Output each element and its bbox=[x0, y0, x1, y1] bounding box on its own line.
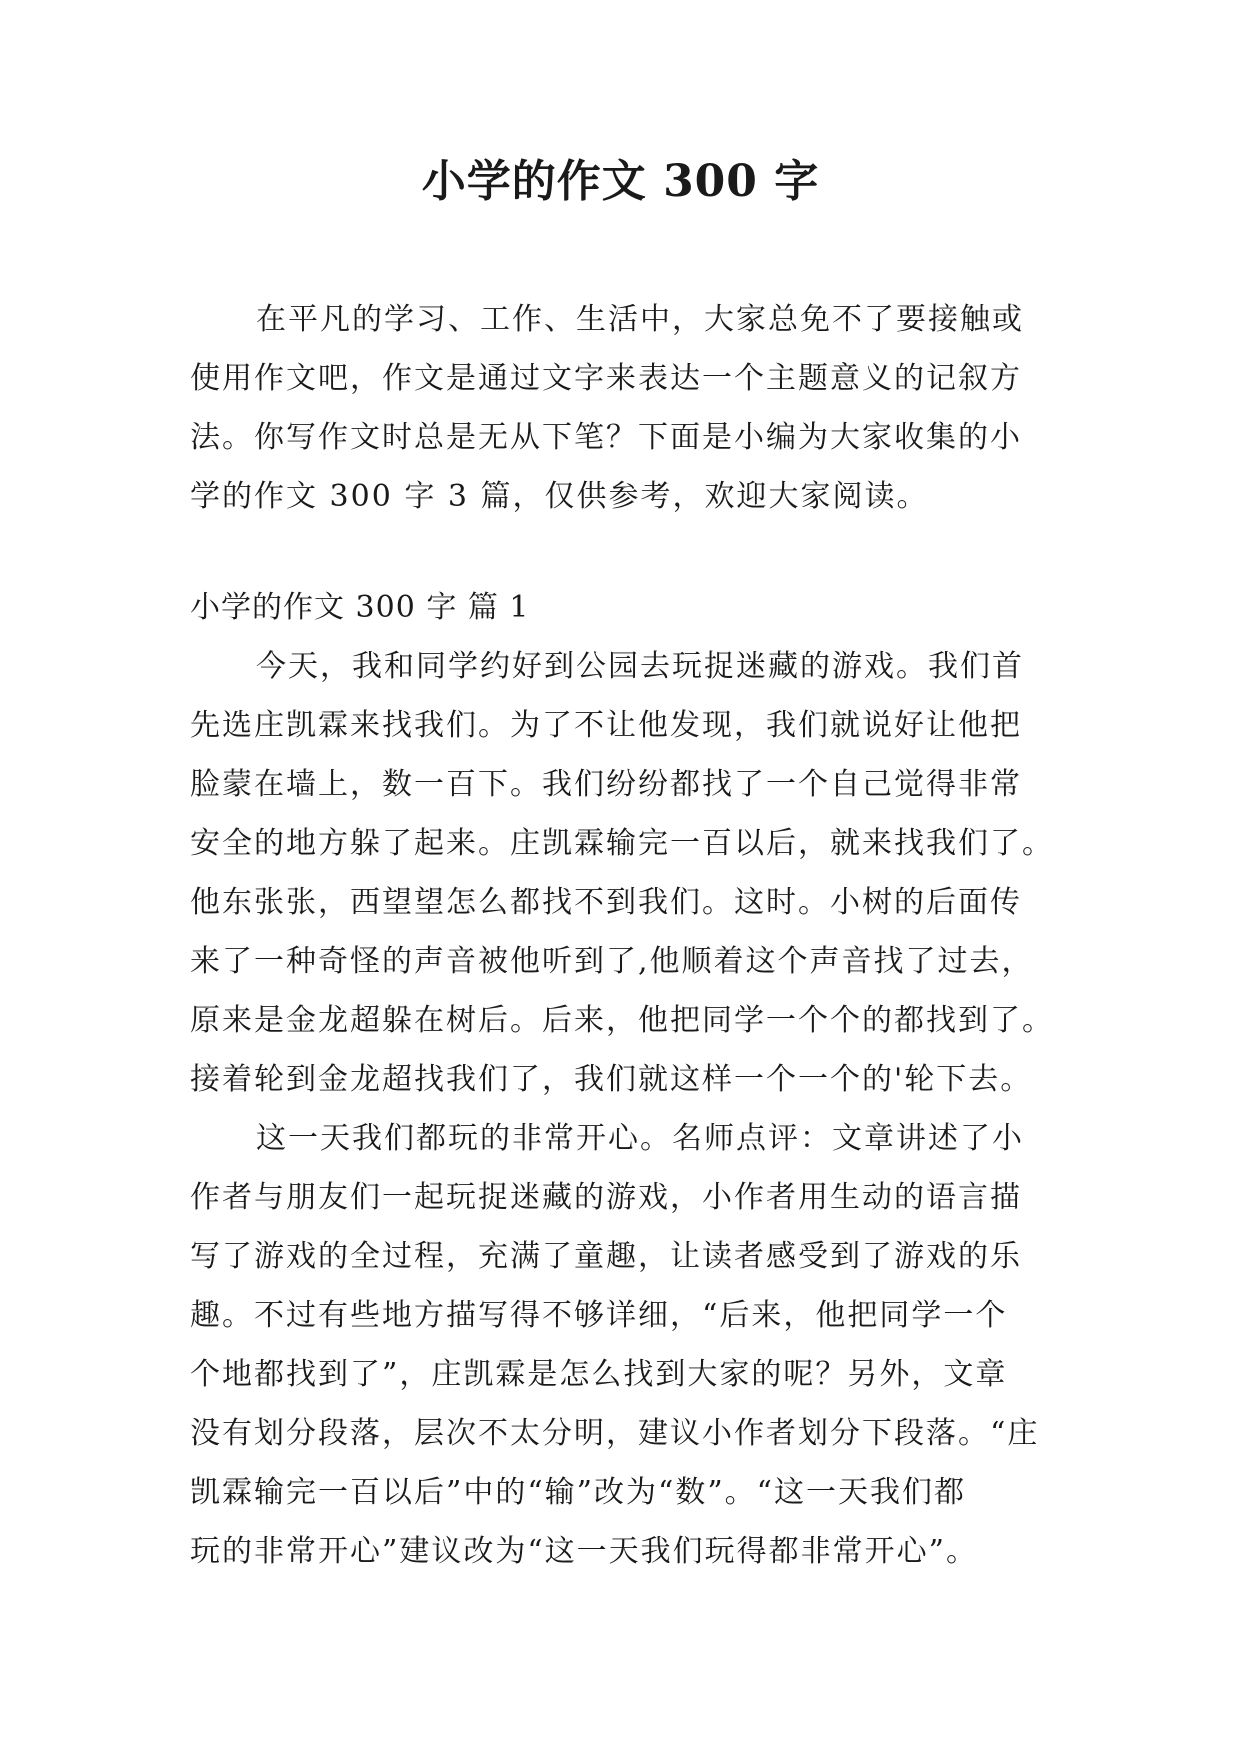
text-line: 在平凡的学习、工作、生活中，大家总免不了要接触或 bbox=[256, 302, 1024, 337]
text-line: 这一天我们都玩的非常开心。名师点评：文章讲述了小 bbox=[256, 1121, 1024, 1156]
text-line: 先选庄凯霖来找我们。为了不让他发现，我们就说好让他把 bbox=[190, 708, 1022, 743]
text-line: 写了游戏的全过程，充满了童趣，让读者感受到了游戏的乐 bbox=[190, 1239, 1022, 1274]
intro-paragraph bbox=[190, 290, 1060, 526]
text-line: 接着轮到金龙超找我们了，我们就这样一个一个的'轮下去。 bbox=[190, 1062, 1033, 1097]
text-line: 凯霖输完一百以后”中的“输”改为“数”。“这一天我们都 bbox=[190, 1475, 967, 1510]
essay-paragraph-2 bbox=[190, 1109, 1060, 1581]
text-line: 使用作文吧，作文是通过文字来表达一个主题意义的记叙方 bbox=[190, 361, 1022, 396]
text-line: 来了一种奇怪的声音被他听到了,他顺着这个声音找了过去， bbox=[190, 944, 1034, 979]
text-line: 学的作文 300 字 3 篇，仅供参考，欢迎大家阅读。 bbox=[190, 479, 929, 514]
text-line: 趣。不过有些地方描写得不够详细，“后来，他把同学一个 bbox=[190, 1298, 1008, 1333]
text-line: 他东张张，西望望怎么都找不到我们。这时。小树的后面传 bbox=[190, 885, 1022, 920]
page-title: 小学的作文 300 字 bbox=[421, 156, 820, 207]
text-line: 原来是金龙超躲在树后。后来，他把同学一个个的都找到了。 bbox=[190, 1003, 1054, 1038]
section-heading: 小学的作文 300 字 篇 1 bbox=[190, 590, 530, 625]
text-line: 脸蒙在墙上，数一百下。我们纷纷都找了一个自己觉得非常 bbox=[190, 767, 1022, 802]
text-line: 安全的地方躲了起来。庄凯霖输完一百以后，就来找我们了。 bbox=[190, 826, 1054, 861]
document-body bbox=[190, 290, 1060, 1581]
text-line: 玩的非常开心”建议改为“这一天我们玩得都非常开心”。 bbox=[190, 1534, 979, 1569]
text-line: 个地都找到了”，庄凯霖是怎么找到大家的呢？另外，文章 bbox=[190, 1357, 1008, 1392]
text-line: 作者与朋友们一起玩捉迷藏的游戏，小作者用生动的语言描 bbox=[190, 1180, 1022, 1215]
text-line: 法。你写作文时总是无从下笔？下面是小编为大家收集的小 bbox=[190, 420, 1022, 455]
text-line: 今天，我和同学约好到公园去玩捉迷藏的游戏。我们首 bbox=[256, 649, 1024, 684]
essay-paragraph-1 bbox=[190, 637, 1060, 1109]
text-line: 没有划分段落，层次不太分明，建议小作者划分下段落。“庄 bbox=[190, 1416, 1040, 1451]
